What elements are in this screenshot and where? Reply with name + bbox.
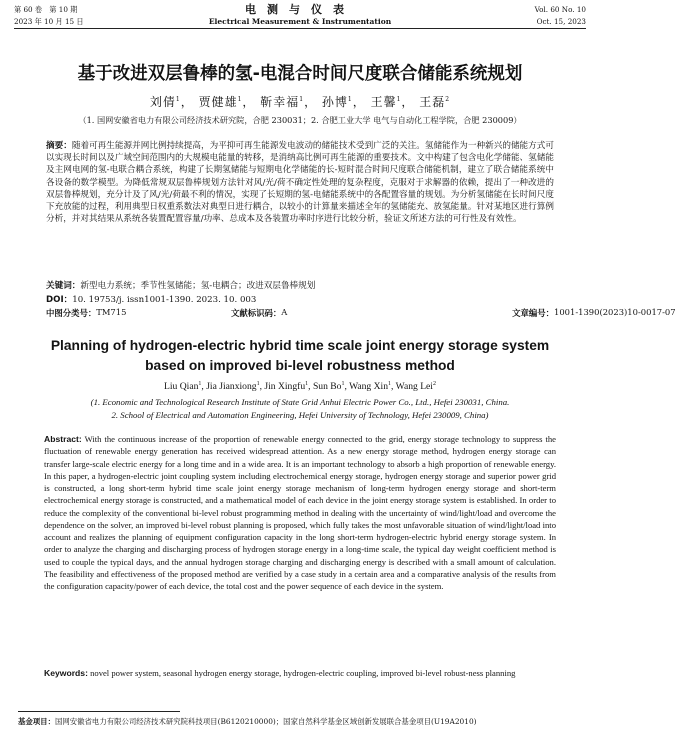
keywords-text-en: novel power system, seasonal hydrogen energy storage, hydrogen-electric coupling, improved bi-level robust-ness planning — [90, 668, 516, 678]
author-en: Sun Bo$^1$ — [312, 381, 345, 393]
author-cn: 王磊$^2$ — [419, 95, 451, 109]
article-no-value: 1001-1390(2023)10-0017-07 — [554, 307, 676, 317]
author-en: Jin Xingfu$^1$ — [264, 381, 309, 393]
doc-code-label: 文献标识码： — [231, 308, 282, 318]
author-list-cn: 刘倩$^1$， 贾健雄$^1$， 靳幸福$^1$， 孙博$^1$， 王馨$^1$， 王磊$^2$ — [149, 95, 451, 109]
abstract-label-cn: 摘要： — [46, 141, 72, 151]
keywords-cn — [46, 280, 554, 292]
abstract-label-en: Abstract: — [44, 434, 82, 444]
author-cn: 靳幸福$^1$ — [260, 95, 305, 109]
author-cn: 刘倩$^1$ — [149, 95, 181, 109]
author-en: Liu Qian$^1$ — [164, 381, 202, 393]
author-en: Jia Jianxiong$^1$ — [206, 381, 260, 393]
abstract-text-en: With the continuous increase of the proportion of renewable energy connected to the grid, energy storage technology to suppress the fluctuation of renewable energy generation has received widespread attention. As a new energy storage method, hydrogen energy storage can transfer large-scale electric energy for a long time and in a wide area. It is an important technology to absorb a high proportion of renewable energy. In this paper, a hydrogen-electric joint coupling system including electrochemical energy storage, hydrogen energy storage and superior power grid is constructed, a long short-term hybrid time scale joint energy storage mechanism of long-term hydrogen energy storage and short-term electrochemical energy storage is constructed, and a mathematical model of each device in the joint energy storage system is established. In order to reduce the complexity of the conventional bi-level robust programming method in dealing with the uncertainty of wind/light/load and overcome the dependence on the solver, an improved bi-level robust planning is proposed, which fully takes the most unfavorable situation of wind/light/load into account and realizes the planning of equipment configuration capacity in the long short-term hydrogen-electric hybrid energy storage system. In order to analyze the charging and discharging process of hydrogen storage energy in a long-time scale, the typical day weight coefficient method is used to couple the typical days, and the annual hydrogen storage charging and discharging energy is described with a small amount of calculation. The feasibility and effectiveness of the proposed method are verified by a case study in a certain area and a comparative analysis of the results from the configuration capacity/power of each device, the total cost and the power sequence of each device in the system. — [44, 434, 556, 591]
paper-title-cn: 基于改进双层鲁棒的氢-电混合时间尺度联合储能系统规划 — [77, 64, 523, 84]
classification-row — [46, 307, 676, 319]
paper-title-en: Planning of hydrogen-electric hybrid time scale joint energy storage system based on improved bi-level robustness method — [50, 338, 550, 373]
funding-note — [18, 716, 586, 727]
clc-value: TM715 — [96, 307, 127, 317]
volume-issue-en: Vol. 60 No. 10 — [534, 5, 586, 14]
footnote-rule — [18, 711, 180, 712]
date-cn: 2023 年 10 月 15 日 — [14, 17, 84, 26]
keywords-label-cn: 关键词： — [46, 281, 81, 291]
volume-issue-cn: 第 60 卷 第 10 期 — [14, 5, 78, 14]
journal-name-cn: 电测与仪表 — [245, 3, 355, 16]
date-en: Oct. 15, 2023 — [536, 17, 586, 26]
funding-text: 国网安徽省电力有限公司经济技术研究院科技项目(B6120210000)；国家自然科学基金区域创新发展联合基金项目(U19A2010) — [54, 717, 477, 726]
affiliation-cn: （1. 国网安徽省电力有限公司经济技术研究院，合肥 230031；2. 合肥工业大学 电气与自动化工程学院，合肥 230009） — [78, 115, 522, 125]
author-en: Wang Lei$^2$ — [395, 381, 436, 393]
abstract-cn — [46, 140, 554, 225]
doi-value: 10. 19753/j. issn1001-1390. 2023. 10. 003 — [72, 295, 257, 305]
author-cn: 王馨$^1$ — [370, 95, 402, 109]
author-cn: 贾健雄$^1$ — [198, 95, 243, 109]
doc-code-value: A — [281, 307, 288, 317]
affiliation-en-line: 2. School of Electrical and Automation Engineering, Hefei University of Technology, Hefei 230009, China) — [111, 409, 489, 420]
affiliation-en-line: (1. Economic and Technological Research Institute of State Grid Anhui Electric Power Co., Ltd., Hefei 230031, China. — [90, 397, 510, 407]
header-rule — [14, 28, 586, 29]
affiliation-en — [20, 396, 580, 421]
abstract-en — [44, 433, 556, 592]
funding-label: 基金项目： — [18, 717, 55, 726]
doi — [46, 293, 256, 305]
abstract-text-cn: 随着可再生能源并网比例持续提高，为平抑可再生能源发电波动的储能技术受到广泛的关注。氢储能作为一种新兴的储能方式可以实现长时间以及广域空间范围内的大规模电能量的转移，是消纳高比例可再生能源的重要技术。文中构建了包含电化学储能、氢储能及主网电网的氢-电联合耦合系统，构建了长期氢储能与短期电化学储能的长-短时混合时间尺度联合储能机制，建立了联合储能系统中各设备的数学模型。为降低常规双层鲁棒规划方法针对风/光/荷不确定性处理的复杂程度，克服对于求解器的依赖，提出了一种改进的双层鲁棒规划，充分计及了风/光/荷最不利的情况，实现了长短期的氢-电储能系统中的各配置容量的规划。为分析氢储能在长时间尺度下充放能的过程，利用典型日权重系数法对典型日进行耦合，以较小的计算量来描述全年的氢储能充、放氢能量。针对某地区进行算例分析，并对其结果从系统各装置配置容量/功率、总成本及各装置功率时序进行比较分析，验证文所述方法的可行性及有效性。 — [46, 141, 554, 225]
clc-label: 中图分类号： — [46, 308, 97, 318]
author-list-en: Liu Qian$^1$, Jia Jianxiong$^1$, Jin Xingfu$^1$, Sun Bo$^1$, Wang Xin$^1$, Wang Lei$^2$ — [164, 381, 436, 393]
journal-name-en: Electrical Measurement & Instrumentation — [208, 17, 392, 26]
keywords-en — [44, 667, 556, 679]
article-no-label: 文章编号： — [512, 308, 554, 318]
author-cn: 孙博$^1$ — [321, 95, 353, 109]
author-en: Wang Xin$^1$ — [349, 381, 392, 393]
keywords-label-en: Keywords: — [44, 668, 88, 678]
doi-label: DOI： — [46, 295, 73, 305]
keywords-text-cn: 新型电力系统；季节性氢储能；氢-电耦合；改进双层鲁棒规划 — [80, 281, 316, 291]
